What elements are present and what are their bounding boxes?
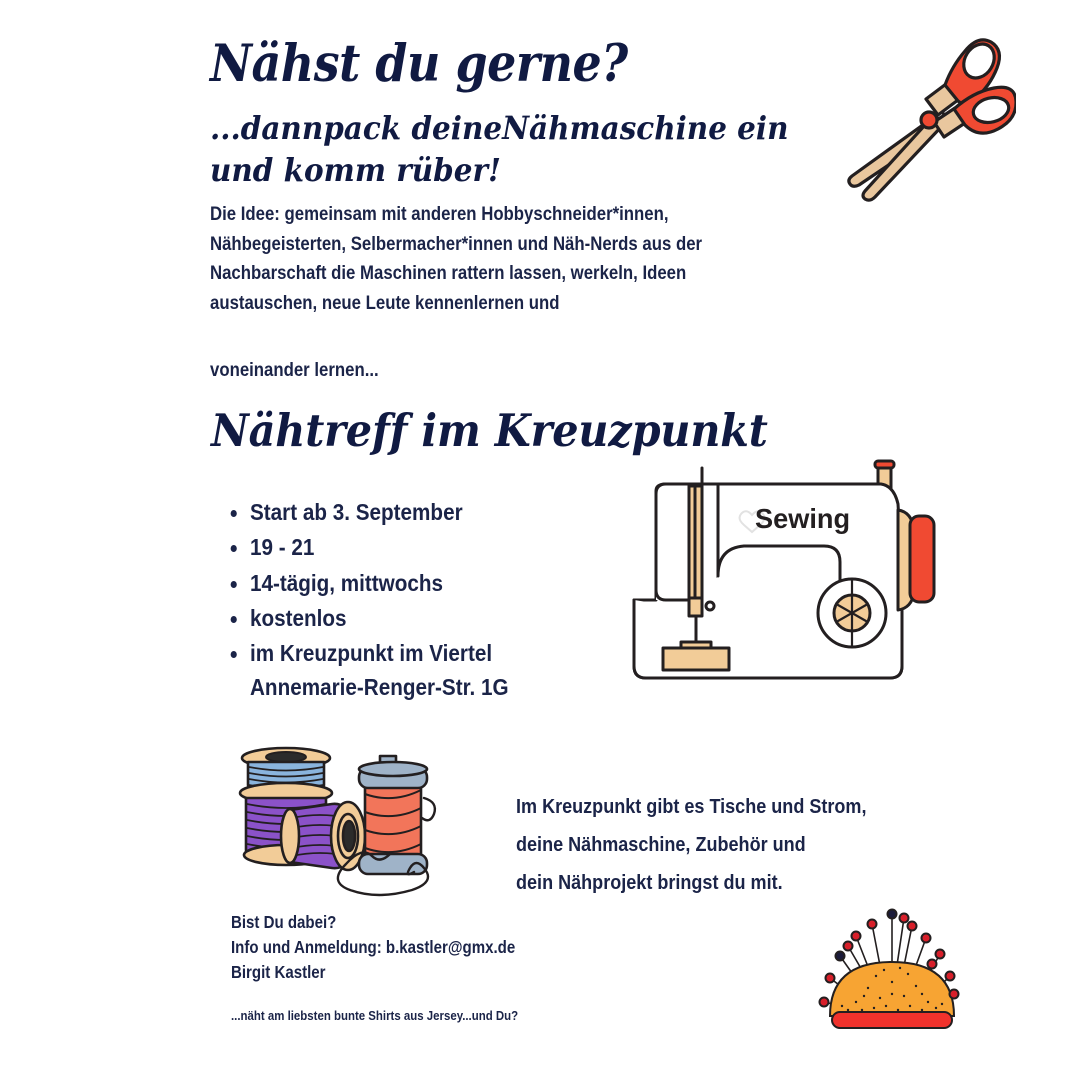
venue-note (516, 788, 868, 902)
scissors-icon (834, 26, 1016, 208)
machine-thumb-screw (706, 602, 714, 610)
list-item (250, 637, 620, 704)
list-item-label: 14-tägig, mittwochs (250, 569, 444, 596)
list-item (250, 567, 620, 600)
spool-front-hole (343, 821, 355, 851)
intro-paragraph-continuation: voneinander lernen... (210, 359, 379, 381)
pincushion-base (832, 1012, 952, 1028)
pincushion-icon (812, 906, 972, 1036)
machine-brand-group (740, 503, 851, 534)
list-item-label: im Kreuzpunkt im Viertel (250, 640, 493, 667)
list-item-label: 19 - 21 (250, 534, 315, 561)
spool-red-thread-curl (422, 798, 435, 820)
list-item (250, 602, 620, 635)
spool-front-left-flange (281, 809, 299, 863)
event-details-list (214, 496, 670, 706)
list-item (250, 496, 620, 529)
contact-question: Bist Du dabei? (231, 912, 337, 932)
venue-note-line-3: dein Nähprojekt bringst du mit. (516, 870, 783, 894)
subtitle-line-1: ...dannpack deineNähmaschine ein (210, 109, 789, 147)
list-item (250, 531, 620, 564)
machine-needle-clamp (689, 598, 702, 616)
machine-needle-plate (663, 648, 729, 670)
intro-paragraph: Die Idee: gemeinsam mit anderen Hobbyschneider*innen, Nähbegeisterten, Selbermacher*innen und Näh-Nerds aus der Nachbarschaft die Maschinen rattern lassen, werkeln, Ideen austauschen, neue Leute kennenlernen und (210, 203, 703, 314)
thread-spools-icon (228, 742, 440, 902)
contact-block (231, 910, 592, 985)
subtitle (210, 108, 872, 191)
page-title: Nähst du gerne? (210, 34, 628, 94)
scissors-pivot-screw (921, 112, 937, 128)
list-item-label: kostenlos (250, 605, 347, 632)
list-item-label: Start ab 3. September (250, 499, 463, 525)
scissors-pivot-dot (941, 111, 944, 114)
machine-head-block (656, 484, 718, 600)
contact-name: Birgit Kastler (231, 961, 326, 982)
section-title: Nähtreff im Kreuzpunkt (211, 404, 768, 457)
subtitle-line-2: und komm rüber! (210, 150, 501, 189)
spool-red-thread (365, 778, 421, 862)
machine-tension-dial (910, 516, 934, 602)
footnote: ...näht am liebsten bunte Shirts aus Jersey...und Du? (231, 1008, 519, 1023)
spool-blue-hole (266, 752, 306, 762)
spool-red-top-rim (359, 762, 427, 776)
list-item-sublabel: Annemarie-Renger-Str. 1G (250, 673, 509, 700)
sewing-machine-icon (626, 452, 978, 732)
venue-note-line-1: Im Kreuzpunkt gibt es Tische und Strom, (516, 795, 867, 818)
venue-note-line-2: deine Nähmaschine, Zubehör und (516, 832, 806, 856)
contact-email-line[interactable]: Info und Anmeldung: b.kastler@gmx.de (231, 936, 516, 957)
machine-brand-label: Sewing (755, 502, 851, 535)
machine-spool-cap (875, 461, 894, 468)
